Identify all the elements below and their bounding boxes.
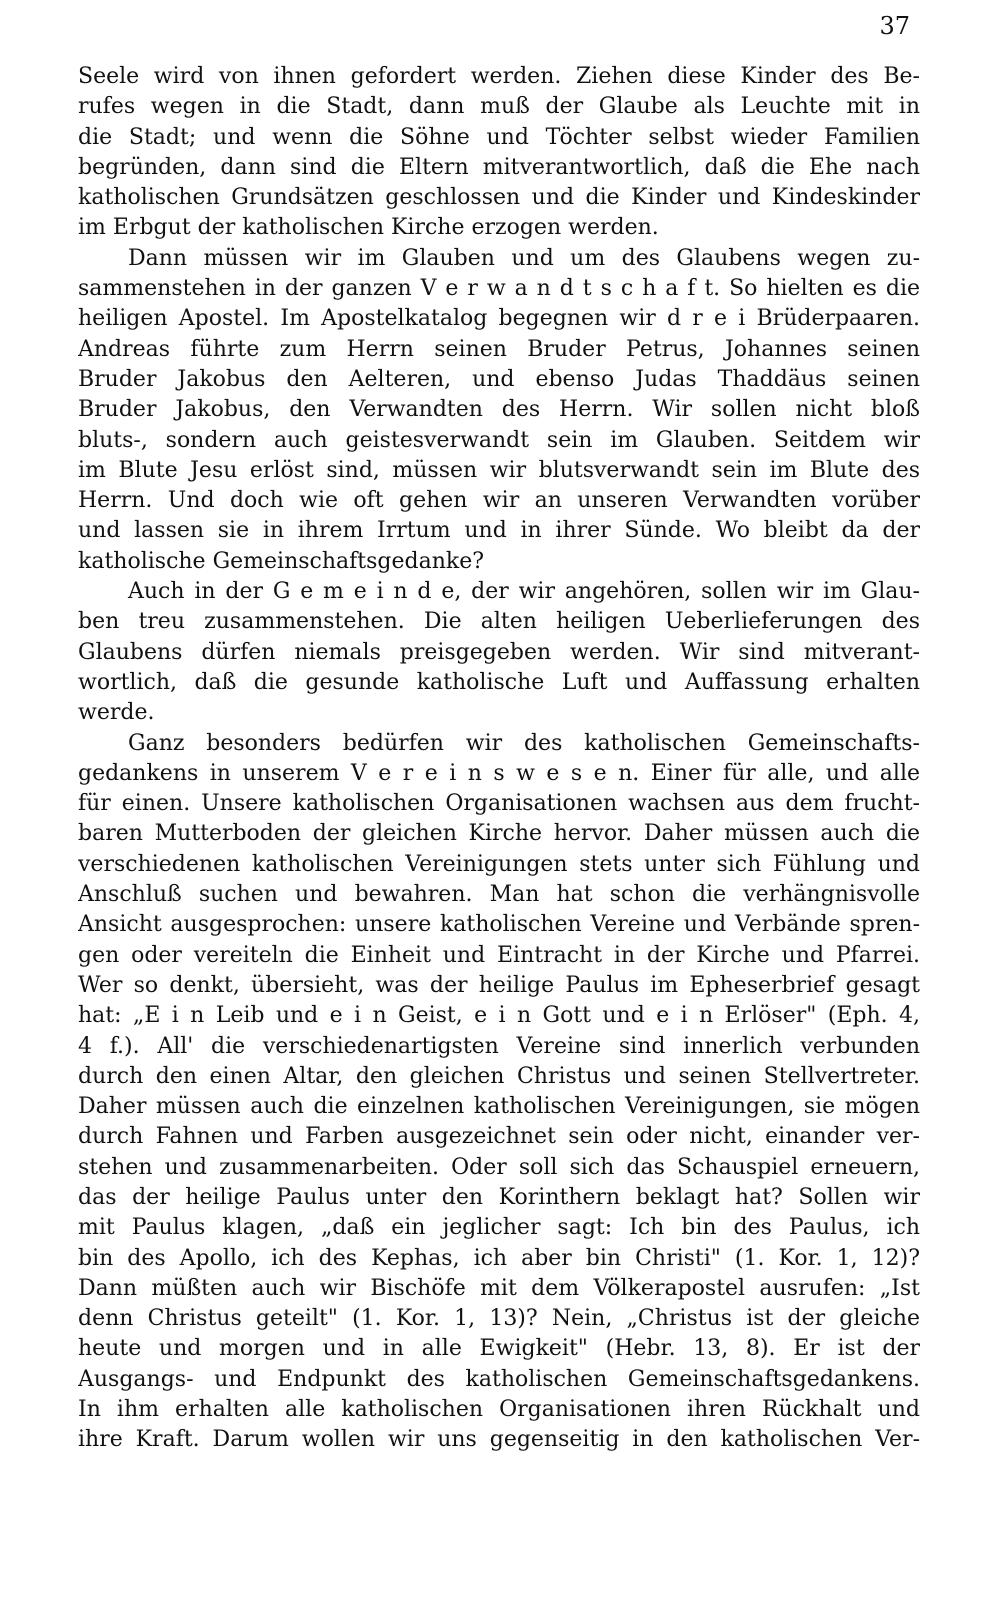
text-line: durch den einen Altar, den gleichen Christus und seinen Stellvertreter.: [78, 1063, 920, 1089]
text-line: hat: „E i n Leib und e i n Geist, e i n Gott und e i n Erlöser" (Eph. 4,: [78, 1003, 920, 1029]
text-line: durch Fahnen und Farben ausgezeichnet sein oder nicht, einander ver-: [78, 1124, 920, 1150]
text-line: Ansicht ausgesprochen: unsere katholischen Vereine und Verbände spren-: [78, 912, 920, 938]
text-line: rufes wegen in die Stadt, dann muß der Glaube als Leuchte mit in: [78, 94, 920, 120]
text-line: Seele wird von ihnen gefordert werden. Ziehen diese Kinder des Be-: [78, 64, 920, 89]
text-line: gen oder vereiteln die Einheit und Eintracht in der Kirche und Pfarrei.: [78, 942, 920, 968]
text-line: bin des Apollo, ich des Kephas, ich aber bin Christi" (1. Kor. 1, 12)?: [78, 1245, 920, 1271]
text-line: Ganz besonders bedürfen wir des katholischen Gemeinschafts-: [128, 730, 920, 756]
paragraph-4: [78, 729, 920, 1456]
text-line: das der heilige Paulus unter den Korinthern beklagt hat? Sollen wir: [78, 1184, 920, 1210]
paragraph-1: [78, 62, 920, 244]
text-line: 4 f.). All' die verschiedenartigsten Vereine sind innerlich verbunden: [78, 1033, 920, 1059]
page-number: 37: [879, 12, 910, 40]
text-line: im Erbgut der katholischen Kirche erzogen werden.: [78, 215, 659, 241]
text-line: Bruder Jakobus den Aelteren, und ebenso Judas Thaddäus seinen: [78, 366, 920, 392]
text-line: wortlich, daß die gesunde katholische Luft und Auffassung erhalten: [78, 669, 920, 695]
text-line: werde.: [78, 700, 155, 726]
text-line: die Stadt; und wenn die Söhne und Töchter selbst wieder Familien: [78, 124, 920, 150]
text-line: mit Paulus klagen, „daß ein jeglicher sagt: Ich bin des Paulus, ich: [78, 1215, 920, 1241]
text-line: und lassen sie in ihrem Irrtum und in ihrer Sünde. Wo bleibt da der: [78, 518, 920, 544]
text-line: baren Mutterboden der gleichen Kirche hervor. Daher müssen auch die: [78, 821, 920, 847]
paragraph-3: [78, 577, 920, 728]
text-line: gedankens in unserem V e r e i n s w e s e n. Einer für alle, und alle: [78, 760, 920, 786]
text-line: bluts-, sondern auch geistesverwandt sein im Glauben. Seitdem wir: [78, 427, 920, 453]
text-line: Auch in der G e m e i n d e, der wir angehören, sollen wir im Glau-: [128, 579, 920, 605]
text-line: für einen. Unsere katholischen Organisationen wachsen aus dem frucht-: [78, 791, 920, 817]
text-line: heute und morgen und in alle Ewigkeit" (Hebr. 13, 8). Er ist der: [78, 1336, 920, 1362]
text-line: Wer so denkt, übersieht, was der heilige Paulus im Epheserbrief gesagt: [78, 972, 920, 998]
text-line: Ausgangs- und Endpunkt des katholischen Gemeinschaftsgedankens.: [78, 1366, 920, 1392]
text-line: verschiedenen katholischen Vereinigungen stets unter sich Fühlung und: [78, 851, 920, 877]
text-line: Dann müssen wir im Glauben und um des Glaubens wegen zu-: [128, 245, 920, 271]
text-line: stehen und zusammenarbeiten. Oder soll sich das Schauspiel erneuern,: [78, 1154, 920, 1180]
text-line: Daher müssen auch die einzelnen katholischen Vereinigungen, sie mögen: [78, 1094, 920, 1120]
text-line: sammenstehen in der ganzen V e r w a n d t s c h a f t. So hielten es die: [78, 276, 920, 302]
text-line: ben treu zusammenstehen. Die alten heiligen Ueberlieferungen des: [78, 609, 920, 635]
text-body: [78, 62, 920, 1456]
text-line: In ihm erhalten alle katholischen Organisationen ihren Rückhalt und: [78, 1397, 920, 1423]
paragraph-2: [78, 244, 920, 577]
text-line: katholischen Grundsätzen geschlossen und die Kinder und Kindeskinder: [78, 185, 920, 211]
text-line: Andreas führte zum Herrn seinen Bruder Petrus, Johannes seinen: [78, 336, 920, 362]
text-line: Dann müßten auch wir Bischöfe mit dem Völkerapostel ausrufen: „Ist: [78, 1275, 920, 1301]
text-line: heiligen Apostel. Im Apostelkatalog begegnen wir d r e i Brüderpaaren.: [78, 306, 920, 332]
text-line: katholische Gemeinschaftsgedanke?: [78, 548, 485, 574]
text-line: begründen, dann sind die Eltern mitverantwortlich, daß die Ehe nach: [78, 154, 920, 180]
text-line: Herrn. Und doch wie oft gehen wir an unseren Verwandten vorüber: [78, 488, 920, 514]
text-line: ihre Kraft. Darum wollen wir uns gegenseitig in den katholischen Ver-: [78, 1427, 920, 1453]
text-line: im Blute Jesu erlöst sind, müssen wir blutsverwandt sein im Blute des: [78, 457, 920, 483]
text-line: denn Christus geteilt" (1. Kor. 1, 13)? Nein, „Christus ist der gleiche: [78, 1306, 920, 1332]
text-line: Anschluß suchen und bewahren. Man hat schon die verhängnisvolle: [78, 882, 920, 908]
text-line: Glaubens dürfen niemals preisgegeben werden. Wir sind mitverant-: [78, 639, 920, 665]
text-line: Bruder Jakobus, den Verwandten des Herrn. Wir sollen nicht bloß: [78, 397, 920, 423]
